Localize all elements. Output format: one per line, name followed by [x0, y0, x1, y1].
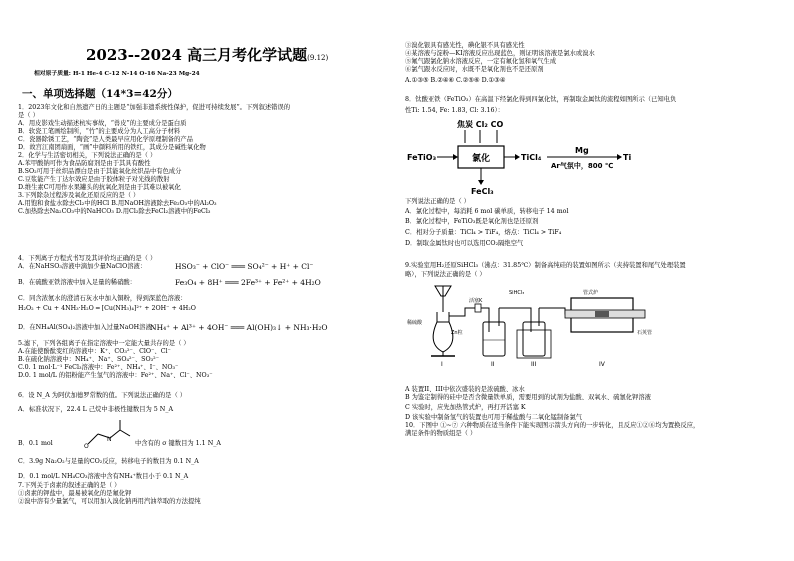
label-k: 活塞K	[469, 298, 483, 304]
right-line: 9.实验室用H₂还原SiHCl₃（沸点：31.85℃）制备高纯硅的装置如图所示（夹持装置和尾气处理装置	[405, 262, 686, 269]
flow-final: Ti	[623, 153, 632, 162]
label-sihcl3: SiHCl₃	[509, 290, 525, 296]
left-line: C.豆浆能产生丁达尔效应是由于胶体粒子对光线的散射	[18, 176, 170, 183]
left-line: C．3.9g Na₂O₂与足量的CO₂反应，转移电子的数目为 0.1 N_A	[18, 458, 199, 465]
left-line: B．软瓷工笔画绘制所，“竹”的主要成分为人工高分子材料	[18, 128, 181, 135]
section-heading: 一、单项选择题（14*3=42分）	[22, 88, 178, 100]
right-line: 下列说法正确的是（ ）	[405, 198, 470, 205]
label-i: I	[441, 361, 443, 368]
left-line: D．在NH₄Al(SO₄)₂溶液中加入过量NaOH溶液：	[18, 324, 159, 331]
left-line: A．标准状况下，22.4 L 己烷中非极性键数目为 5 N_A	[18, 406, 174, 413]
left-line: A.用饱和食盐水除去Cl₂中的HCl B.用NaOH溶液除去Fe₂O₃中的Al₂O₃	[18, 200, 217, 207]
left-line: 6．设 N_A 为阿伏加德罗常数的值。下列说法正确的是（ ）	[18, 392, 187, 399]
right-line: B 为鉴定制得的硅中是否含微量铁单质，需要用到的试剂为盐酸、双氧水、硫氰化钾溶液	[405, 394, 651, 401]
label-ii: II	[491, 361, 495, 368]
flow-box-label: 氯化	[472, 154, 491, 164]
label-iv: IV	[599, 361, 605, 368]
svg-text:N: N	[107, 436, 112, 443]
right-line: 满足条件的物质组是（ ）	[405, 430, 477, 437]
label-quartz: 石英管	[637, 330, 653, 336]
flow-mg: Mg	[575, 146, 589, 155]
left-line: ①卤素的钾盐中，最易被氧化的是氟化钾	[18, 490, 132, 497]
q4-eq-b: Fe₃O₄ + 8H⁺ ═══ 2Fe³⁺ + Fe²⁺ + 4H₂O	[175, 278, 321, 287]
label-acid: 稀硫酸	[407, 320, 423, 326]
right-line: C．相对分子质量：TiCl₄ > TiF₄，熔点：TiCl₄ > TiF₄	[405, 229, 562, 236]
right-line: ⑥氯气跟水反应时，水既不是氧化剂也不是还原剂	[405, 66, 544, 73]
right-line: A 装置II、III中依次盛装的是浓硫酸、冰水	[405, 386, 525, 393]
flow-product: TiCl₄	[521, 153, 542, 162]
left-line: 中含有的 σ 键数目为 1.1 N_A	[135, 440, 221, 447]
right-line: C 实验时，应先加热管式炉，再打开活塞 K	[405, 404, 526, 411]
left-line: D.0. 1 mol/L 的铝粉能产生氢气的溶液中：Fe²⁺、Na⁺、Cl⁻、NO₃⁻	[18, 372, 213, 379]
left-line: 3.下列除杂过程涉及氧化还原反应的是（ ）	[18, 192, 140, 199]
right-line: 性Ti: 1.54, Fe: 1.83, Cl: 3.16）：	[405, 107, 504, 114]
left-line: C．同含浓氨水的澄清石灰水中加入铜粉，得到深蓝色溶液：	[18, 295, 187, 302]
left-line: A．在NaHSO₃溶液中滴加少量NaClO溶液：	[18, 263, 147, 270]
right-line: 略），下列说法正确的是（ ）	[405, 271, 486, 278]
left-line: C.加热除去Na₂CO₃中的NaHCO₃ D.用Cl₂除去FeCl₂溶液中的FeCl₃	[18, 208, 211, 215]
flow-byproduct: FeCl₃	[471, 187, 494, 196]
left-line: 2．化学与生活密切相关，下列说法正确的是（ ）	[18, 152, 157, 159]
left-line: 1．2023年文化和自然遗产日的主题是“加强非遗系统性保护，促进可持续发展”。下列叙述错误的	[18, 104, 291, 111]
left-line: C.0. 1 mol·L⁻¹ FeCl₃溶液中：Fe²⁺、NH₄⁺、I⁻、NO₃⁻	[18, 364, 179, 371]
svg-text:O: O	[84, 443, 89, 448]
right-line: 10．下图中 ①~⑦ 六种物质在适当条件下能实现图示箭头方向的一步转化，且反应①②⑥均为置换反应，	[405, 422, 700, 429]
right-line: ④某溶液与淀粉—KI溶液反应出现蓝色，则证明该溶液是氯水或溴水	[405, 50, 595, 57]
right-line: 8．钛酸亚铁（FeTiO₃）在高温下经氯化得到四氯化钛，再制取金属钛的流程如图所示（已知电负	[405, 96, 677, 103]
left-line: B．在硫酸亚铁溶液中加入足量的稀硝酸：	[18, 279, 136, 286]
left-line: D．0.1 mol/L NH₄CO₃溶液中含有NH₄⁺数目小于 0.1 N_A	[18, 473, 189, 480]
left-line: A．用皮影戏生动描述杭实事故，“兽皮”的主要成分是蛋白质	[18, 120, 187, 127]
left-line: D.维生素C可用作水果罐头的抗氧化剂是由于其难以被氧化	[18, 184, 181, 191]
left-line: 4．下列离子方程式书写及其评价均正确的是（ ）	[18, 255, 157, 262]
right-line: A．氯化过程中，每消耗 6 mol 碳单质，转移电子 14 mol	[405, 208, 569, 215]
right-line: B．氯化过程中，FeTiO₃既是氧化剂也是还原剂	[405, 218, 539, 225]
label-zn: Zn粒	[451, 330, 463, 336]
left-line: B.在硫化钠溶液中：NH₄⁺、Na⁺、SO₄²⁻、SO₃²⁻	[18, 356, 160, 363]
left-line: 5.滤下，下列各组离子在指定溶液中一定能大量共存的是（ ）	[18, 340, 190, 347]
flow-condition: Ar气氛中，800 ℃	[551, 162, 614, 170]
flow-reactants: 焦炭 Cl₂ CO	[457, 120, 504, 129]
left-line: D．故宫江南团扇面，“画”中颜料所用的铁红，其成分是碱性氧化物	[18, 144, 206, 151]
left-line: C．瓷器除锈工艺，“陶瓷”是人类最早应用化学原理制备的产品	[18, 136, 193, 143]
left-line: A.在能使酚酞变红的溶液中：K⁺、CO₃²⁻、ClO⁻、Cl⁻	[18, 348, 171, 355]
left-line: ②溴中溶有少量氯气，可以用加入溴化钠再用汽油萃取的方法提纯	[18, 498, 201, 505]
left-line: A.苯甲酸钠可作为食品防腐剂是由于其具有酸性	[18, 160, 151, 167]
label-furnace: 管式炉	[583, 290, 599, 296]
left-line: B.SO₂可用于丝织品漂白是由于其能氧化丝织品中有色成分	[18, 168, 182, 175]
titanium-flow-diagram	[405, 118, 635, 196]
q4-eq-a: HSO₃⁻ + ClO⁻ ═══ SO₄²⁻ + H⁺ + Cl⁻	[175, 262, 314, 271]
right-line: D．制取金属钛时也可以选用CO₂隔绝空气	[405, 240, 524, 247]
atomic-masses: 相对原子质量: H-1 He-4 C-12 N-14 O-16 Na-23 Mg-24	[34, 71, 200, 77]
left-line: 7.下列关于卤素的叙述正确的是（ ）	[18, 482, 121, 489]
right-line: ⑤氟气跟氯化钠水溶液反应，一定有氟化氢和氧气生成	[405, 58, 557, 65]
page-title: 2023--2024 高三月考化学试题(9.12)	[86, 46, 329, 64]
dmf-structure	[84, 418, 132, 448]
left-line: 是（ ）	[18, 112, 39, 119]
q4-eq-d: NH₄⁺ + Al³⁺ + 4OH⁻ ═══ Al(OH)₃↓ + NH₃·H₂O	[150, 323, 328, 332]
right-line: D 该实验中制备氢气的装置也可用于稀盐酸与二氧化锰制备氯气	[405, 414, 583, 421]
flow-feed: FeTiO₃	[407, 153, 437, 162]
right-line: A.①③⑤ B.②④⑥ C.②⑤⑥ D.①③④	[405, 77, 506, 84]
label-iii: III	[531, 361, 537, 368]
right-line: ③溴化银具有感光性，碘化银不具有感光性	[405, 42, 525, 49]
left-line: H₂O₂ + Cu + 4NH₃·H₂O ═ [Cu(NH₃)₄]²⁺ + 2OH⁻ + 4H₂O	[18, 305, 196, 312]
silicon-apparatus	[405, 282, 677, 374]
q6-b-prefix: B．0.1 mol	[18, 440, 53, 447]
